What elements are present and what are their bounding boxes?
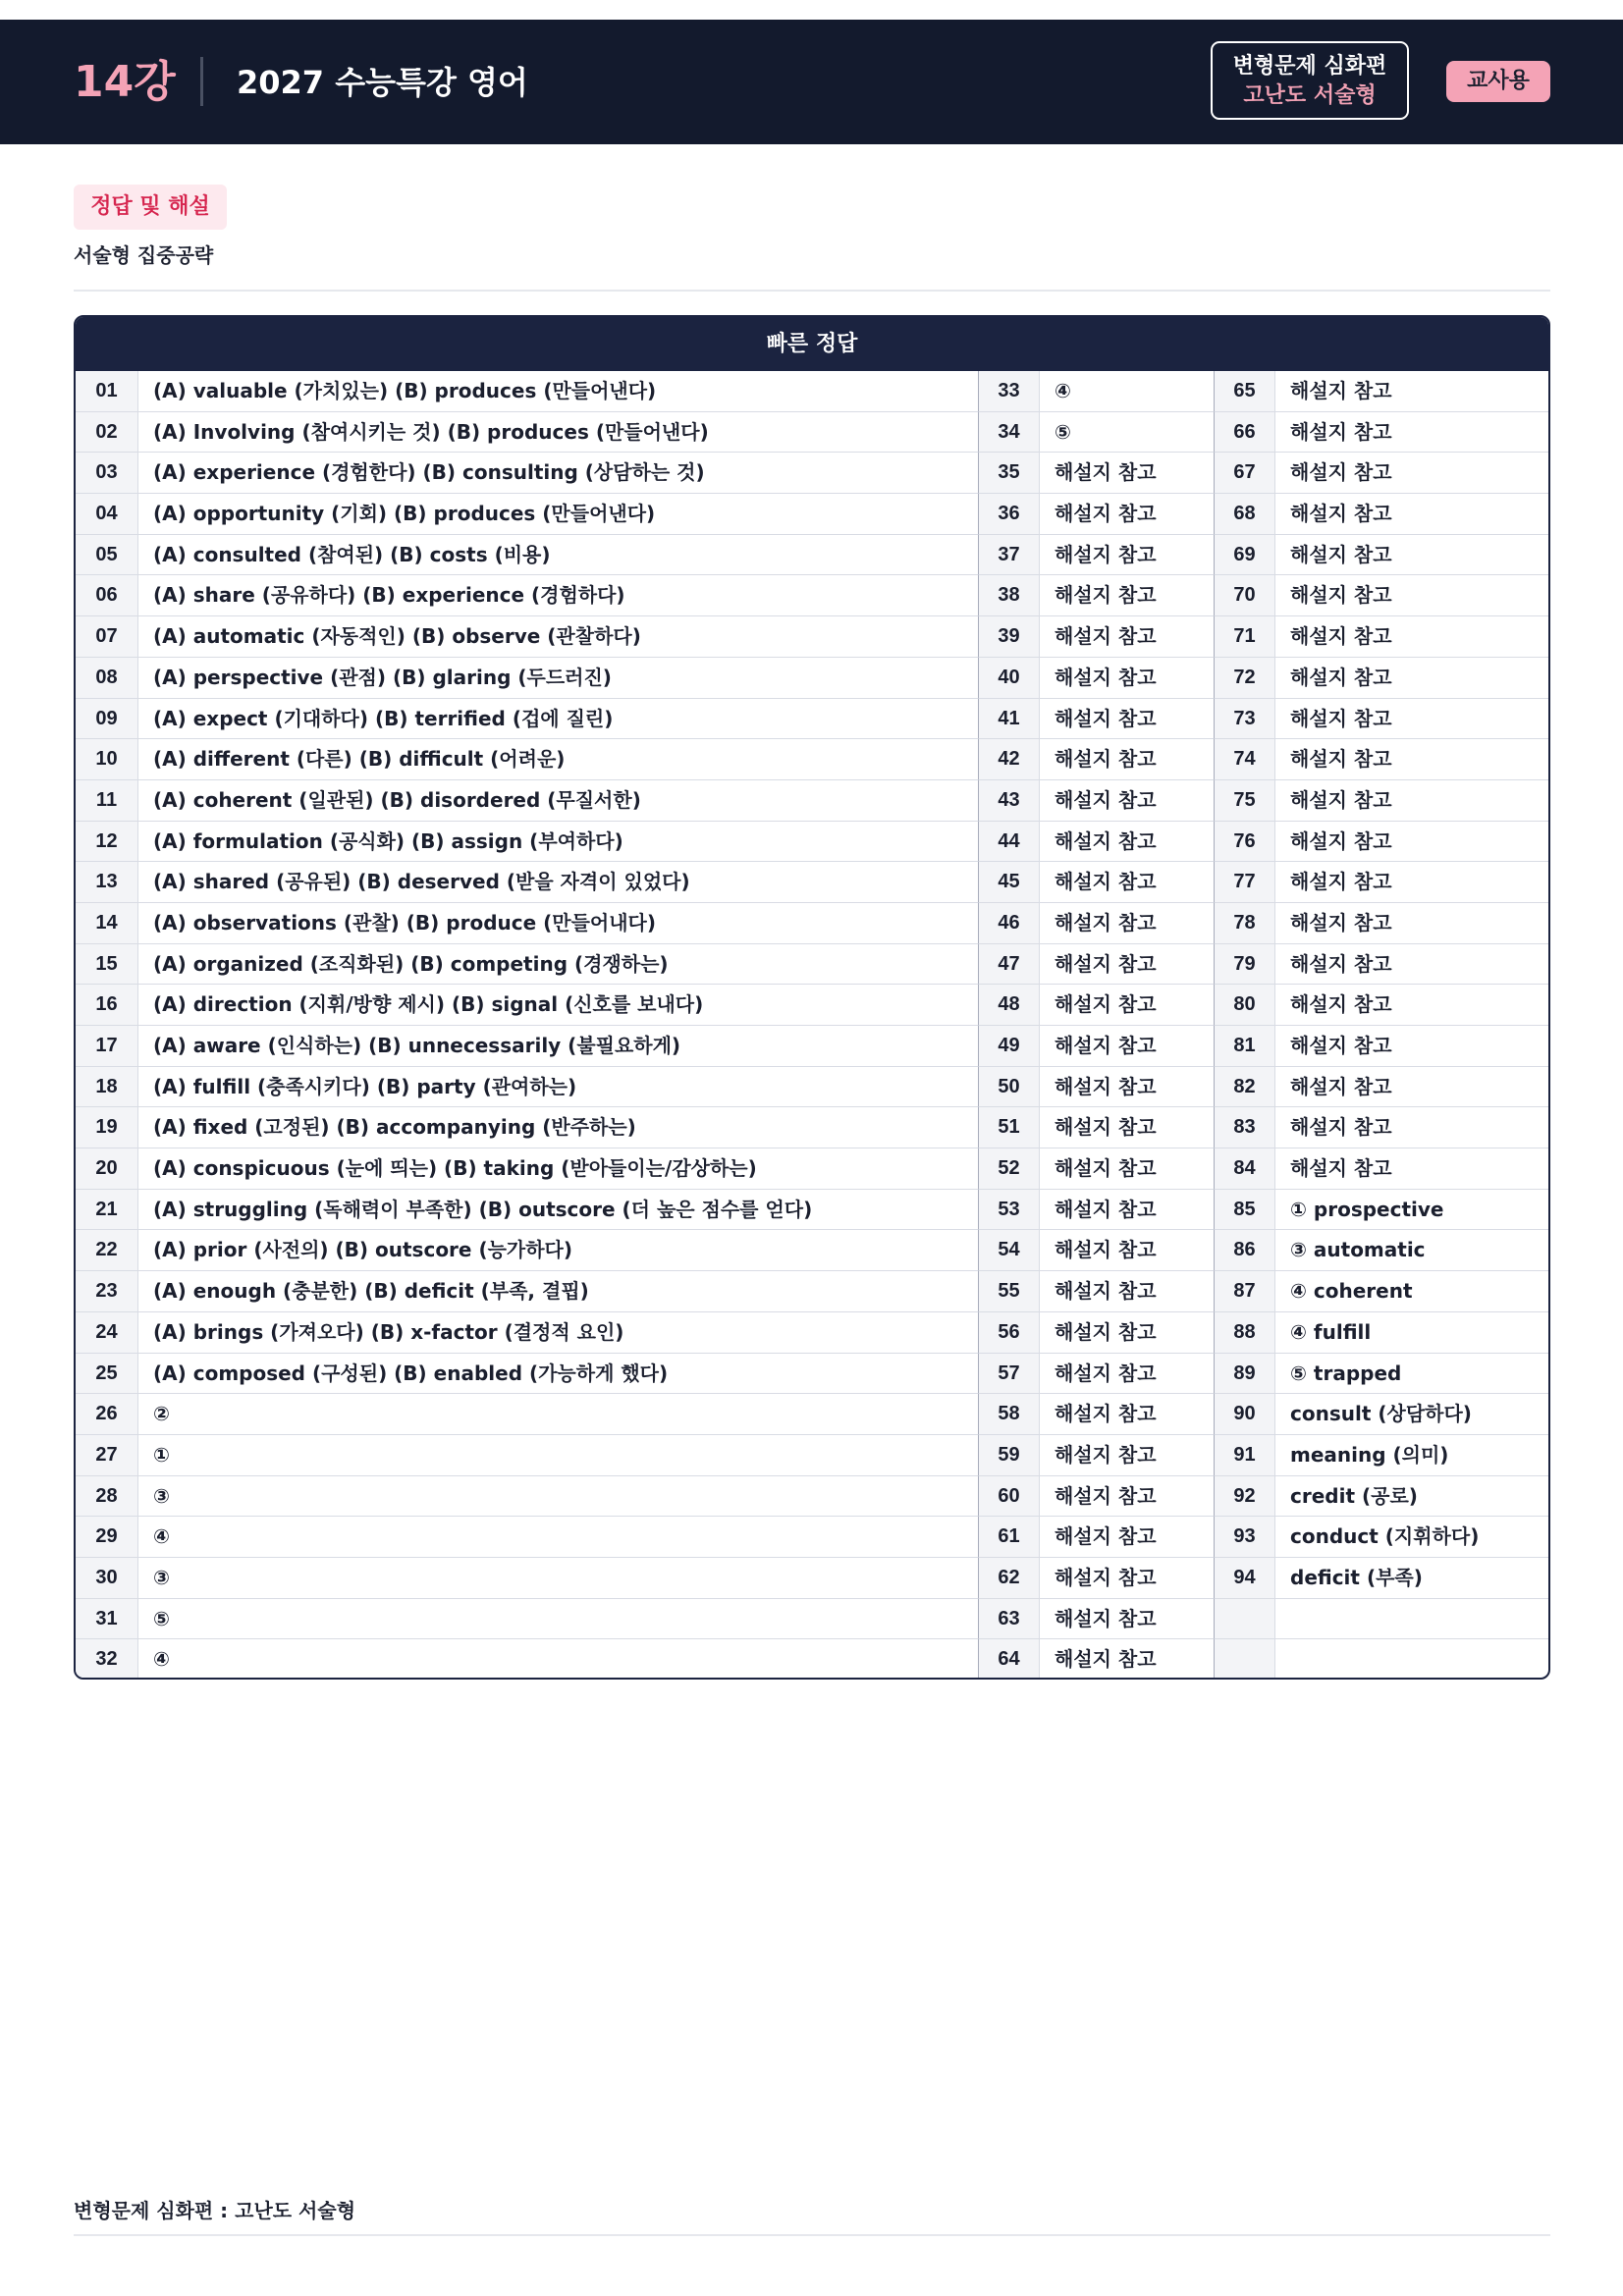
answer-cell [1275, 1639, 1548, 1680]
answer-cell: 해설지 참고 [1040, 903, 1215, 944]
question-number: 08 [76, 658, 138, 699]
answer-cell: ④ [138, 1639, 979, 1680]
question-number: 01 [76, 371, 138, 412]
question-number: 06 [76, 575, 138, 616]
answer-cell: 해설지 참고 [1275, 453, 1548, 494]
question-number: 51 [979, 1107, 1040, 1148]
answer-cell [1275, 1599, 1548, 1640]
answer-cell: 해설지 참고 [1040, 985, 1215, 1026]
answer-cell: 해설지 참고 [1040, 1435, 1215, 1476]
question-number: 73 [1215, 699, 1275, 740]
question-number: 37 [979, 535, 1040, 576]
answer-cell: 해설지 참고 [1275, 822, 1548, 863]
answer-cell: (A) shared (공유된) (B) deserved (받을 자격이 있었다) [138, 862, 979, 903]
question-number: 56 [979, 1312, 1040, 1354]
answer-cell: 해설지 참고 [1040, 1312, 1215, 1354]
question-number: 04 [76, 494, 138, 535]
answer-cell: 해설지 참고 [1040, 494, 1215, 535]
question-number: 52 [979, 1148, 1040, 1190]
answer-cell: ② [138, 1394, 979, 1435]
question-number: 10 [76, 739, 138, 780]
question-number: 86 [1215, 1230, 1275, 1271]
question-number: 33 [979, 371, 1040, 412]
answer-cell: meaning (의미) [1275, 1435, 1548, 1476]
answer-cell: 해설지 참고 [1275, 616, 1548, 658]
edition-label-box [1211, 41, 1409, 120]
answer-cell: (A) share (공유하다) (B) experience (경험하다) [138, 575, 979, 616]
question-number: 45 [979, 862, 1040, 903]
answer-cell: 해설지 참고 [1040, 658, 1215, 699]
bottom-divider [74, 2234, 1550, 2236]
answer-cell: 해설지 참고 [1040, 862, 1215, 903]
question-number: 32 [76, 1639, 138, 1680]
answer-cell: 해설지 참고 [1275, 1107, 1548, 1148]
question-number [1215, 1599, 1275, 1640]
question-number: 87 [1215, 1271, 1275, 1312]
question-number: 59 [979, 1435, 1040, 1476]
answer-cell: (A) direction (지휘/방향 제시) (B) signal (신호를 보내다) [138, 985, 979, 1026]
question-number: 19 [76, 1107, 138, 1148]
question-number: 72 [1215, 658, 1275, 699]
answer-cell: (A) opportunity (기회) (B) produces (만들어낸다) [138, 494, 979, 535]
answer-cell: 해설지 참고 [1275, 412, 1548, 454]
question-number: 46 [979, 903, 1040, 944]
question-number: 42 [979, 739, 1040, 780]
question-number: 60 [979, 1476, 1040, 1518]
answer-cell: ⑤ [138, 1599, 979, 1640]
answer-cell: (A) perspective (관점) (B) glaring (두드러진) [138, 658, 979, 699]
edition-line-2: 고난도 서술형 [1243, 83, 1377, 108]
answer-cell: (A) consulted (참여된) (B) costs (비용) [138, 535, 979, 576]
answer-cell: 해설지 참고 [1275, 1026, 1548, 1067]
question-number: 11 [76, 780, 138, 822]
answer-cell: ③ [138, 1558, 979, 1599]
question-number: 12 [76, 822, 138, 863]
top-divider [74, 290, 1550, 292]
answer-cell: (A) different (다른) (B) difficult (어려운) [138, 739, 979, 780]
answer-cell: 해설지 참고 [1275, 371, 1548, 412]
question-number: 89 [1215, 1354, 1275, 1395]
question-number: 92 [1215, 1476, 1275, 1518]
question-number: 31 [76, 1599, 138, 1640]
footer-title: 변형문제 심화편 : 고난도 서술형 [74, 2199, 356, 2222]
question-number: 41 [979, 699, 1040, 740]
question-number: 09 [76, 699, 138, 740]
top-header-bar [0, 20, 1623, 144]
question-number: 67 [1215, 453, 1275, 494]
answer-cell: (A) conspicuous (눈에 띄는) (B) taking (받아들이는/감상하는) [138, 1148, 979, 1190]
question-number: 58 [979, 1394, 1040, 1435]
question-number: 65 [1215, 371, 1275, 412]
answer-cell: 해설지 참고 [1275, 575, 1548, 616]
answer-cell: 해설지 참고 [1275, 944, 1548, 986]
answer-cell: 해설지 참고 [1275, 862, 1548, 903]
section-tag: 정답 및 해설 [74, 185, 227, 230]
question-number: 21 [76, 1190, 138, 1231]
answer-cell: 해설지 참고 [1040, 944, 1215, 986]
question-number: 16 [76, 985, 138, 1026]
answer-cell: 해설지 참고 [1040, 1558, 1215, 1599]
question-number: 22 [76, 1230, 138, 1271]
answer-cell: ④ [138, 1517, 979, 1558]
answer-cell: 해설지 참고 [1040, 1394, 1215, 1435]
question-number: 02 [76, 412, 138, 454]
answer-cell: (A) struggling (독해력이 부족한) (B) outscore (더 높은 점수를 얻다) [138, 1190, 979, 1231]
question-number: 70 [1215, 575, 1275, 616]
answer-cell: 해설지 참고 [1040, 1067, 1215, 1108]
question-number: 50 [979, 1067, 1040, 1108]
question-number: 35 [979, 453, 1040, 494]
question-number: 66 [1215, 412, 1275, 454]
question-number: 13 [76, 862, 138, 903]
question-number: 74 [1215, 739, 1275, 780]
question-number: 17 [76, 1026, 138, 1067]
question-number: 25 [76, 1354, 138, 1395]
answer-cell: 해설지 참고 [1040, 1107, 1215, 1148]
answer-cell: (A) enough (충분한) (B) deficit (부족, 결핍) [138, 1271, 979, 1312]
question-number: 84 [1215, 1148, 1275, 1190]
question-number: 18 [76, 1067, 138, 1108]
question-number: 91 [1215, 1435, 1275, 1476]
answer-cell: 해설지 참고 [1040, 1026, 1215, 1067]
answer-cell: (A) prior (사전의) (B) outscore (능가하다) [138, 1230, 979, 1271]
question-number: 15 [76, 944, 138, 986]
question-number: 40 [979, 658, 1040, 699]
question-number: 81 [1215, 1026, 1275, 1067]
question-number: 48 [979, 985, 1040, 1026]
question-number: 24 [76, 1312, 138, 1354]
answer-cell: 해설지 참고 [1040, 1517, 1215, 1558]
answer-cell: (A) expect (기대하다) (B) terrified (겁에 질린) [138, 699, 979, 740]
question-number: 63 [979, 1599, 1040, 1640]
answer-cell: (A) composed (구성된) (B) enabled (가능하게 했다) [138, 1354, 979, 1395]
answer-cell: 해설지 참고 [1040, 1599, 1215, 1640]
answer-cell: (A) valuable (가치있는) (B) produces (만들어낸다) [138, 371, 979, 412]
answer-cell: (A) fulfill (충족시키다) (B) party (관여하는) [138, 1067, 979, 1108]
answer-cell: 해설지 참고 [1275, 535, 1548, 576]
question-number: 80 [1215, 985, 1275, 1026]
answer-cell: credit (공로) [1275, 1476, 1548, 1518]
question-number: 75 [1215, 780, 1275, 822]
answer-cell: (A) brings (가져오다) (B) x-factor (결정적 요인) [138, 1312, 979, 1354]
question-number: 57 [979, 1354, 1040, 1395]
question-number [1215, 1639, 1275, 1680]
question-number: 14 [76, 903, 138, 944]
answer-cell: ③ [138, 1476, 979, 1518]
answer-cell: 해설지 참고 [1040, 780, 1215, 822]
question-number: 62 [979, 1558, 1040, 1599]
answer-cell: deficit (부족) [1275, 1558, 1548, 1599]
question-number: 20 [76, 1148, 138, 1190]
question-number: 44 [979, 822, 1040, 863]
question-number: 26 [76, 1394, 138, 1435]
question-number: 61 [979, 1517, 1040, 1558]
question-number: 55 [979, 1271, 1040, 1312]
question-number: 03 [76, 453, 138, 494]
section-subtitle: 서술형 집중공략 [74, 243, 214, 267]
answer-cell: (A) formulation (공식화) (B) assign (부여하다) [138, 822, 979, 863]
edition-line-1: 변형문제 심화편 [1232, 54, 1387, 79]
answer-cell: 해설지 참고 [1040, 535, 1215, 576]
question-number: 88 [1215, 1312, 1275, 1354]
answer-cell: (A) fixed (고정된) (B) accompanying (반주하는) [138, 1107, 979, 1148]
question-number: 23 [76, 1271, 138, 1312]
answer-cell: consult (상담하다) [1275, 1394, 1548, 1435]
quick-answer-table [74, 315, 1550, 1680]
question-number: 53 [979, 1190, 1040, 1231]
question-number: 90 [1215, 1394, 1275, 1435]
answer-cell: ③ automatic [1275, 1230, 1548, 1271]
question-number: 82 [1215, 1067, 1275, 1108]
answer-cell: conduct (지휘하다) [1275, 1517, 1548, 1558]
question-number: 78 [1215, 903, 1275, 944]
question-number: 64 [979, 1639, 1040, 1680]
table-title: 빠른 정답 [76, 317, 1548, 371]
answer-cell: 해설지 참고 [1275, 985, 1548, 1026]
question-number: 54 [979, 1230, 1040, 1271]
question-number: 71 [1215, 616, 1275, 658]
question-number: 29 [76, 1517, 138, 1558]
answer-cell: 해설지 참고 [1040, 1354, 1215, 1395]
question-number: 79 [1215, 944, 1275, 986]
question-number: 05 [76, 535, 138, 576]
answer-cell: 해설지 참고 [1040, 822, 1215, 863]
answer-cell: (A) automatic (자동적인) (B) observe (관찰하다) [138, 616, 979, 658]
answer-cell: 해설지 참고 [1275, 699, 1548, 740]
question-number: 49 [979, 1026, 1040, 1067]
answer-cell: 해설지 참고 [1275, 1148, 1548, 1190]
answer-cell: ⑤ trapped [1275, 1354, 1548, 1395]
question-number: 39 [979, 616, 1040, 658]
answer-cell: 해설지 참고 [1040, 453, 1215, 494]
question-number: 85 [1215, 1190, 1275, 1231]
answer-cell: 해설지 참고 [1275, 739, 1548, 780]
lesson-number: 14강 [74, 57, 176, 107]
question-number: 94 [1215, 1558, 1275, 1599]
answer-cell: (A) Involving (참여시키는 것) (B) produces (만들어낸다) [138, 412, 979, 454]
question-number: 07 [76, 616, 138, 658]
question-number: 77 [1215, 862, 1275, 903]
answer-cell: 해설지 참고 [1275, 658, 1548, 699]
answer-cell: 해설지 참고 [1040, 1230, 1215, 1271]
answer-cell: 해설지 참고 [1040, 1148, 1215, 1190]
answer-cell: ⑤ [1040, 412, 1215, 454]
answer-cell: 해설지 참고 [1040, 1271, 1215, 1312]
header-divider [200, 57, 203, 106]
answer-cell: 해설지 참고 [1040, 616, 1215, 658]
answer-cell: (A) experience (경험한다) (B) consulting (상담하는 것) [138, 453, 979, 494]
question-number: 47 [979, 944, 1040, 986]
answer-cell: 해설지 참고 [1275, 780, 1548, 822]
answer-cell: ④ fulfill [1275, 1312, 1548, 1354]
answer-cell: 해설지 참고 [1040, 1639, 1215, 1680]
answer-cell: 해설지 참고 [1040, 575, 1215, 616]
answer-cell: 해설지 참고 [1275, 494, 1548, 535]
answer-cell: (A) observations (관찰) (B) produce (만들어내다) [138, 903, 979, 944]
answer-cell: (A) coherent (일관된) (B) disordered (무질서한) [138, 780, 979, 822]
answer-cell: ④ [1040, 371, 1215, 412]
answer-cell: ④ coherent [1275, 1271, 1548, 1312]
answer-cell: (A) organized (조직화된) (B) competing (경쟁하는) [138, 944, 979, 986]
answer-cell: 해설지 참고 [1040, 739, 1215, 780]
teacher-badge: 교사용 [1446, 61, 1550, 102]
answer-cell: ① [138, 1435, 979, 1476]
question-number: 43 [979, 780, 1040, 822]
answer-cell: 해설지 참고 [1040, 699, 1215, 740]
question-number: 69 [1215, 535, 1275, 576]
answer-cell: ① prospective [1275, 1190, 1548, 1231]
question-number: 76 [1215, 822, 1275, 863]
question-number: 27 [76, 1435, 138, 1476]
question-number: 30 [76, 1558, 138, 1599]
answer-cell: 해설지 참고 [1275, 903, 1548, 944]
question-number: 28 [76, 1476, 138, 1518]
book-title: 2027 수능특강 영어 [237, 64, 528, 101]
question-number: 36 [979, 494, 1040, 535]
question-number: 38 [979, 575, 1040, 616]
question-number: 83 [1215, 1107, 1275, 1148]
answer-grid [76, 371, 1548, 1680]
question-number: 34 [979, 412, 1040, 454]
question-number: 93 [1215, 1517, 1275, 1558]
question-number: 68 [1215, 494, 1275, 535]
answer-cell: 해설지 참고 [1040, 1190, 1215, 1231]
answer-cell: 해설지 참고 [1040, 1476, 1215, 1518]
answer-cell: 해설지 참고 [1275, 1067, 1548, 1108]
answer-cell: (A) aware (인식하는) (B) unnecessarily (불필요하게) [138, 1026, 979, 1067]
